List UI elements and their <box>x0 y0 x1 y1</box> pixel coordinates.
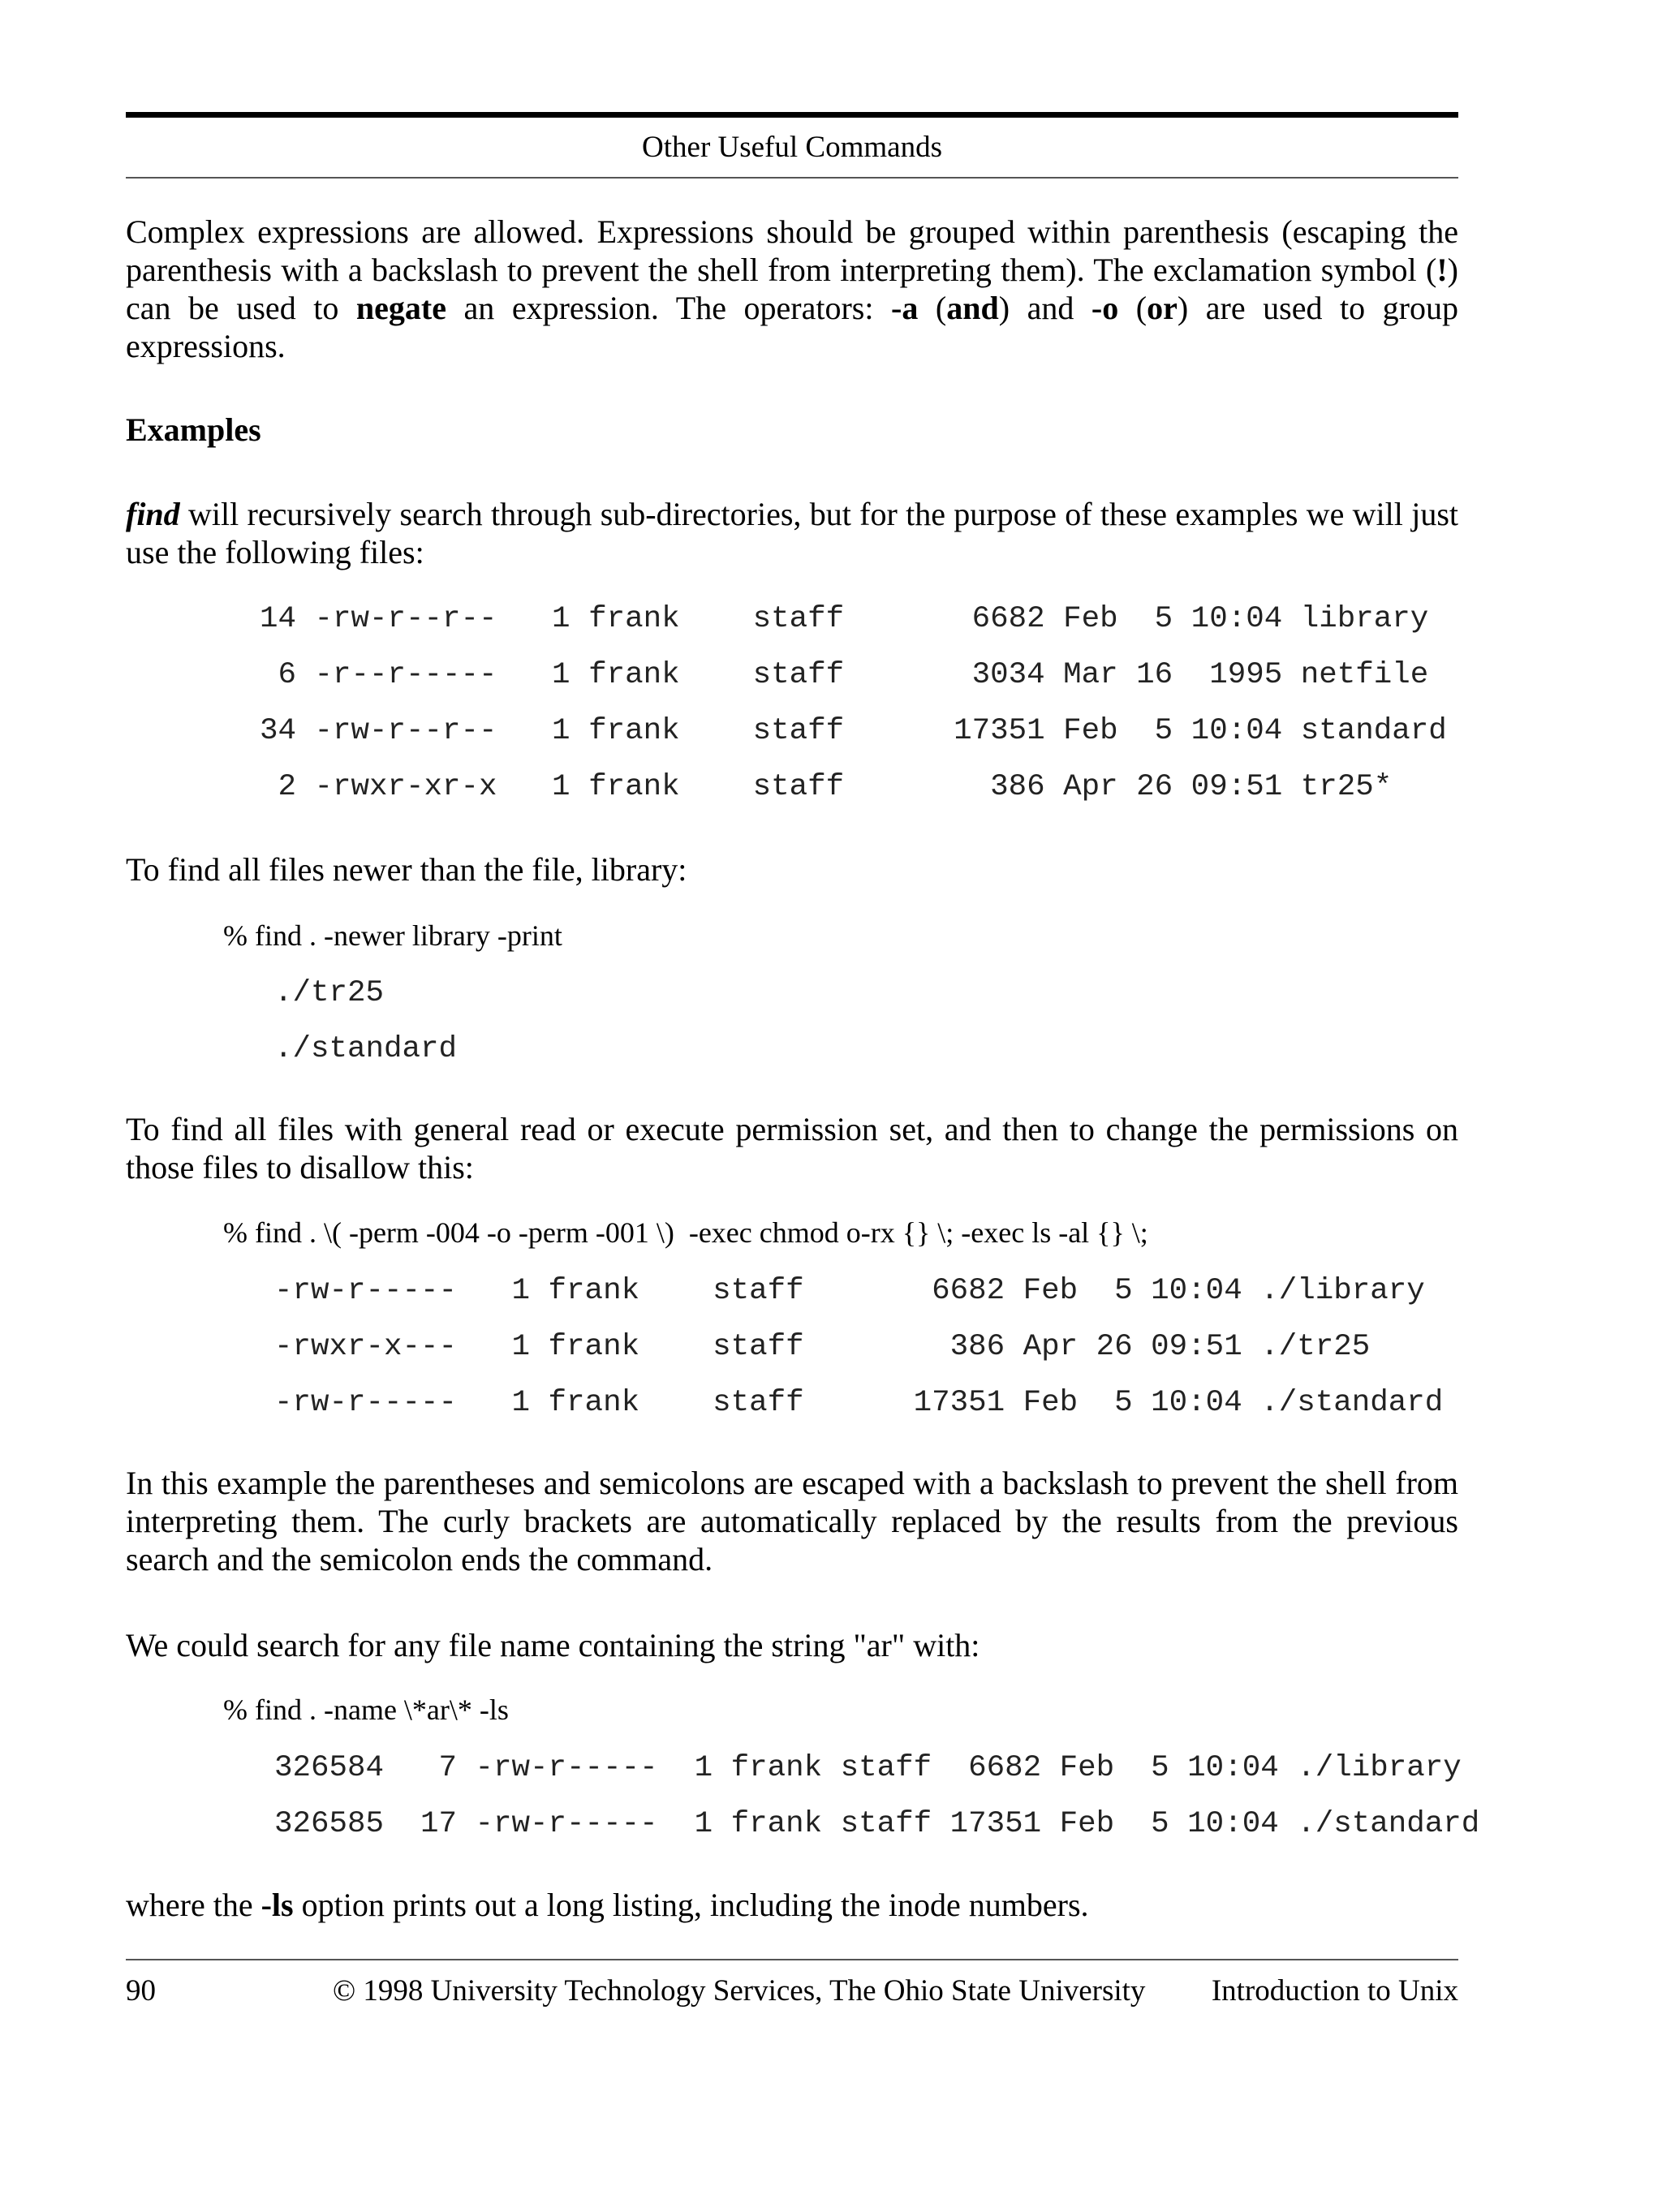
perm-command: % find . \( -perm -004 -o -perm -001 \) -exec chmod o-rx {} \; -exec ls -al {} \; <box>223 1216 1148 1249</box>
footer-copyright: © 1998 University Technology Services, The Ohio State University <box>333 1974 1146 2008</box>
newer-paragraph: To find all files newer than the file, library: <box>126 851 687 888</box>
header-rule-thick <box>126 112 1458 118</box>
name-paragraph: We could search for any file name containing the string "ar" with: <box>126 1627 980 1663</box>
footer-book-title: Introduction to Unix <box>1211 1974 1458 2008</box>
name-command: % find . -name \*ar\* -ls <box>223 1693 509 1726</box>
find-paragraph: find will recursively search through sub-directories, but for the purpose of these examples we will just use the following files: <box>126 496 1458 570</box>
header-rule-thin <box>126 177 1458 179</box>
perm-paragraph: To find all files with general read or execute permission set, and then to change the permissions on those files to disallow this: <box>126 1111 1458 1186</box>
running-header: Other Useful Commands <box>642 131 942 164</box>
intro-paragraph: Complex expressions are allowed. Expressions should be grouped within parenthesis (escaping the parenthesis with a backslash to prevent the shell from interpreting them). The exclamation symbol (!) can be used to negate an expression. The operators: -a (and) and -o (or) are used to group expressions. <box>126 213 1458 364</box>
newer-output-line: ./tr25 <box>274 976 385 1010</box>
page-number: 90 <box>126 1974 156 2008</box>
files-listing-line: 6 -r--r----- 1 frank staff 3034 Mar 16 1995 netfile <box>260 658 1429 692</box>
ls-paragraph: where the -ls option prints out a long listing, including the inode numbers. <box>126 1887 1089 1923</box>
escape-paragraph: In this example the parentheses and semicolons are escaped with a backslash to prevent the shell from interpreting them. The curly brackets are automatically replaced by the results from the previous search and the semicolon ends the command. <box>126 1465 1458 1577</box>
examples-heading: Examples <box>126 411 261 448</box>
perm-output-line: -rwxr-x--- 1 frank staff 386 Apr 26 09:51 ./tr25 <box>274 1330 1371 1364</box>
newer-command: % find . -newer library -print <box>223 919 562 952</box>
files-listing-line: 34 -rw-r--r-- 1 frank staff 17351 Feb 5 10:04 standard <box>260 714 1447 748</box>
files-listing-line: 2 -rwxr-xr-x 1 frank staff 386 Apr 26 09:51 tr25* <box>260 770 1393 804</box>
footer-rule <box>126 1959 1458 1960</box>
perm-output-line: -rw-r----- 1 frank staff 17351 Feb 5 10:04 ./standard <box>274 1386 1444 1420</box>
newer-output-line: ./standard <box>274 1032 458 1066</box>
name-output-line: 326584 7 -rw-r----- 1 frank staff 6682 Feb 5 10:04 ./library <box>274 1751 1462 1785</box>
perm-output-line: -rw-r----- 1 frank staff 6682 Feb 5 10:04 ./library <box>274 1274 1425 1308</box>
name-output-line: 326585 17 -rw-r----- 1 frank staff 17351 Feb 5 10:04 ./standard <box>274 1807 1480 1841</box>
files-listing-line: 14 -rw-r--r-- 1 frank staff 6682 Feb 5 10:04 library <box>260 602 1429 636</box>
